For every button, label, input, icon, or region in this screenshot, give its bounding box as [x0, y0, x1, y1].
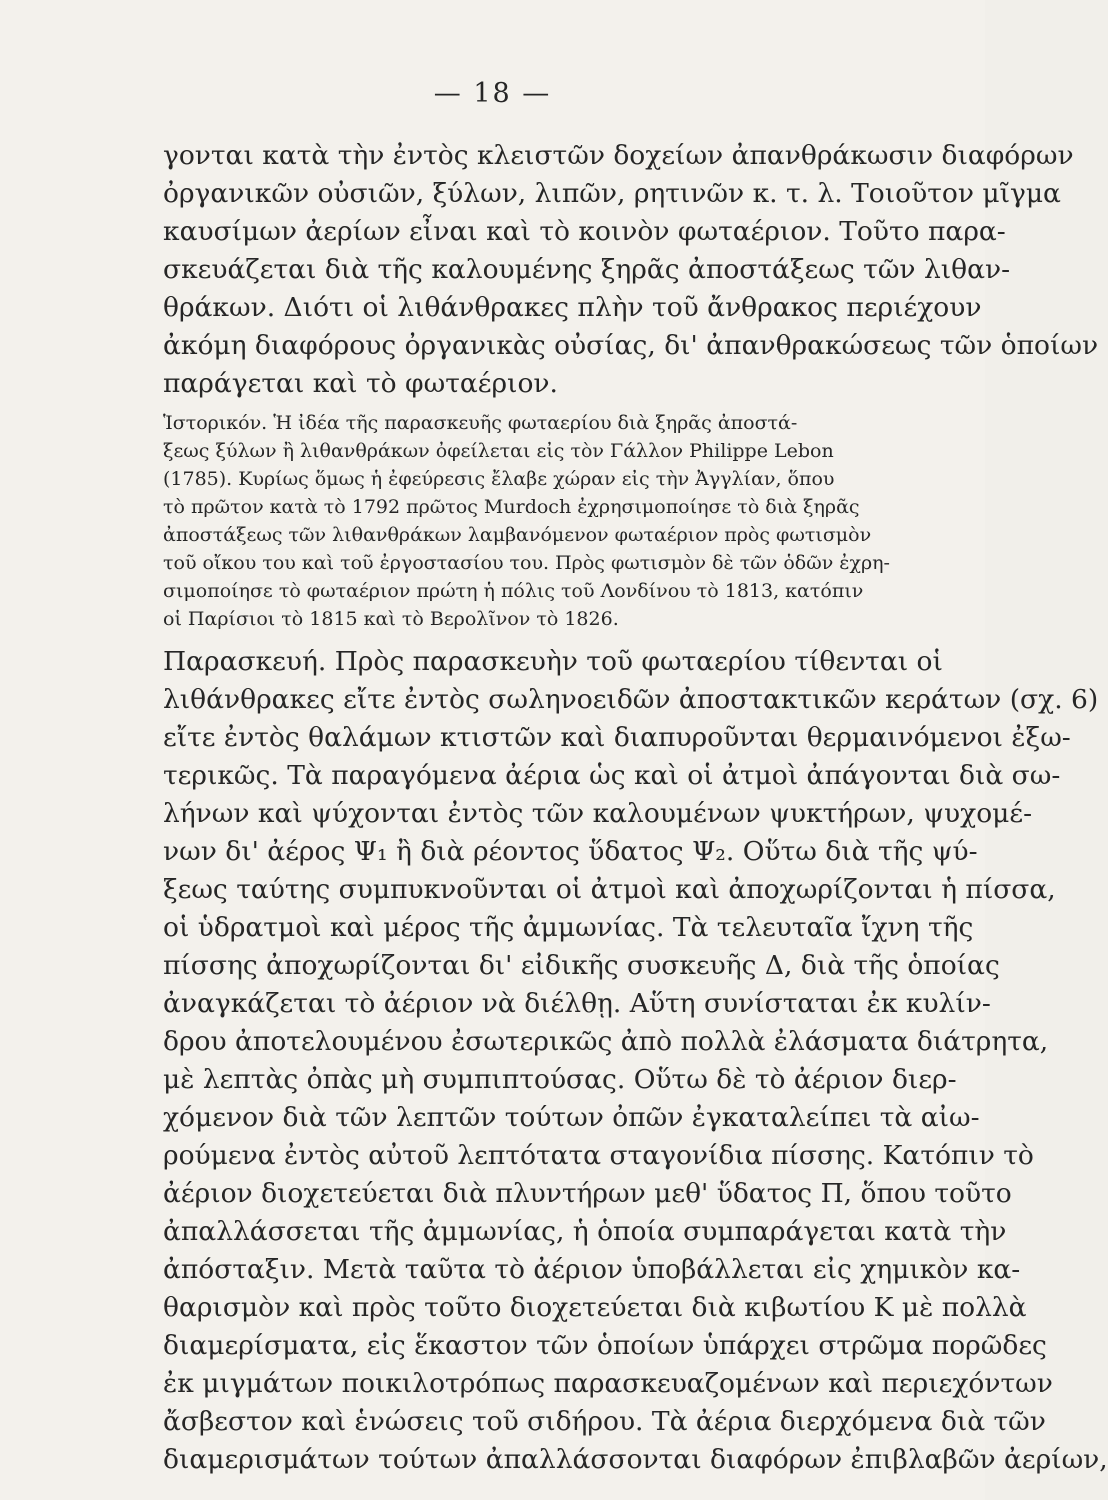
text-line: θράκων. Διότι οἱ λιθάνθρακες πλὴν τοῦ ἄνθρακος περιέχουν [163, 292, 982, 323]
text-line: ἀέριον διοχετεύεται διὰ πλυντήρων μεθ' ὕδατος Π, ὅπου τοῦτο [163, 1178, 1012, 1209]
text-line: (1785). Κυρίως ὅμως ἡ ἐφεύρεσις ἔλαβε χώραν εἰς τὴν Ἀγγλίαν, ὅπου [163, 468, 835, 490]
text-line: εἴτε ἐντὸς θαλάμων κτιστῶν καὶ διαπυροῦνται θερμαινόμενοι ἐξω- [163, 722, 1071, 753]
paragraph-history [163, 409, 945, 633]
text-line: ἀναγκάζεται τὸ ἀέριον νὰ διέλθῃ. Αὕτη συνίσταται ἐκ κυλίν- [163, 988, 991, 1019]
text-line: ἀπαλλάσσεται τῆς ἀμμωνίας, ἡ ὁποία συμπαράγεται κατὰ τὴν [163, 1216, 1007, 1247]
text-line: ἀπόσταξιν. Μετὰ ταῦτα τὸ ἀέριον ὑποβάλλεται εἰς χημικὸν κα- [163, 1254, 1021, 1285]
paragraph-intro [163, 137, 1099, 403]
text-line: δρου ἀποτελουμένου ἐσωτερικῶς ἀπὸ πολλὰ ἐλάσματα διάτρητα, [163, 1026, 1049, 1057]
text-line: ὀργανικῶν οὐσιῶν, ξύλων, λιπῶν, ρητινῶν κ. τ. λ. Τοιοῦτον μῖγμα [163, 178, 1061, 209]
text-line: λιθάνθρακες εἴτε ἐντὸς σωληνοειδῶν ἀποστακτικῶν κεράτων (σχ. 6) [163, 684, 1099, 715]
text-line: χόμενον διὰ τῶν λεπτῶν τούτων ὀπῶν ἐγκαταλείπει τὰ αἰω- [163, 1102, 980, 1133]
text-line: ἐκ μιγμάτων ποικιλοτρόπως παρασκευαζομένων καὶ περιεχόντων [163, 1368, 1053, 1399]
page-number: — 18 — [433, 78, 552, 109]
text-line: νων δι' ἀέρος Ψ₁ ἢ διὰ ρέοντος ὕδατος Ψ₂. Οὕτω διὰ τῆς ψύ- [163, 836, 978, 867]
page-body [163, 137, 1108, 1479]
text-line: ρούμενα ἐντὸς αὐτοῦ λεπτότατα σταγονίδια πίσσης. Κατόπιν τὸ [163, 1140, 1034, 1171]
text-line: οἱ Παρίσιοι τὸ 1815 καὶ τὸ Βερολῖνον τὸ 1826. [163, 608, 619, 630]
text-line: τοῦ οἴκου του καὶ τοῦ ἐργοστασίου του. Πρὸς φωτισμὸν δὲ τῶν ὁδῶν ἐχρη- [163, 552, 890, 574]
text-line: ἄσβεστον καὶ ἑνώσεις τοῦ σιδήρου. Τὰ ἀέρια διερχόμενα διὰ τῶν [163, 1406, 1046, 1437]
text-line: Παρασκευή. Πρὸς παρασκευὴν τοῦ φωταερίου τίθενται οἱ [163, 646, 943, 677]
text-line: οἱ ὑδρατμοὶ καὶ μέρος τῆς ἀμμωνίας. Τὰ τελευταῖα ἴχνη τῆς [163, 912, 974, 943]
text-line: γονται κατὰ τὴν ἐντὸς κλειστῶν δοχείων ἀπανθράκωσιν διαφόρων [163, 140, 1074, 171]
text-line: ἀποστάξεως τῶν λιθανθράκων λαμβανόμενον φωταέριον πρὸς φωτισμὸν [163, 524, 872, 546]
text-line: ξεως ταύτης συμπυκνοῦνται οἱ ἀτμοὶ καὶ ἀποχωρίζονται ἡ πίσσα, [163, 874, 1056, 905]
text-line: παράγεται καὶ τὸ φωταέριον. [163, 368, 558, 399]
text-line: διαμερισμάτων τούτων ἀπαλλάσσονται διαφόρων ἐπιβλαβῶν ἀερίων, [163, 1444, 1108, 1475]
text-line: Ἱστορικόν. Ἡ ἰδέα τῆς παρασκευῆς φωταερίου διὰ ξηρᾶς ἀποστά- [163, 412, 798, 434]
text-line: τερικῶς. Τὰ παραγόμενα ἀέρια ὡς καὶ οἱ ἀτμοὶ ἀπάγονται διὰ σω- [163, 760, 1061, 791]
text-line: θαρισμὸν καὶ πρὸς τοῦτο διοχετεύεται διὰ κιβωτίου Κ μὲ πολλὰ [163, 1292, 1027, 1323]
text-line: σιμοποίησε τὸ φωταέριον πρώτη ἡ πόλις τοῦ Λονδίνου τὸ 1813, κατόπιν [163, 580, 864, 602]
text-line: ξεως ξύλων ἢ λιθανθράκων ὀφείλεται εἰς τὸν Γάλλον Philippe Lebon [163, 440, 834, 462]
text-line: τὸ πρῶτον κατὰ τὸ 1792 πρῶτος Murdoch ἐχρησιμοποίησε τὸ διὰ ξηρᾶς [163, 496, 860, 518]
text-line: μὲ λεπτὰς ὀπὰς μὴ συμπιπτούσας. Οὕτω δὲ τὸ ἀέριον διερ- [163, 1064, 957, 1095]
text-line: λήνων καὶ ψύχονται ἐντὸς τῶν καλουμένων ψυκτήρων, ψυχομέ- [163, 798, 1033, 829]
text-line: πίσσης ἀποχωρίζονται δι' εἰδικῆς συσκευῆς Δ, διὰ τῆς ὁποίας [163, 950, 1000, 981]
text-line: ἀκόμη διαφόρους ὀργανικὰς οὐσίας, δι' ἀπανθρακώσεως τῶν ὁποίων [163, 330, 1099, 361]
paragraph-preparation [163, 643, 1108, 1479]
text-line: διαμερίσματα, εἰς ἕκαστον τῶν ὁποίων ὑπάρχει στρῶμα πορῶδες [163, 1330, 1047, 1361]
text-line: σκευάζεται διὰ τῆς καλουμένης ξηρᾶς ἀποστάξεως τῶν λιθαν- [163, 254, 1011, 285]
text-line: καυσίμων ἀερίων εἶναι καὶ τὸ κοινὸν φωταέριον. Τοῦτο παρα- [163, 216, 1006, 247]
